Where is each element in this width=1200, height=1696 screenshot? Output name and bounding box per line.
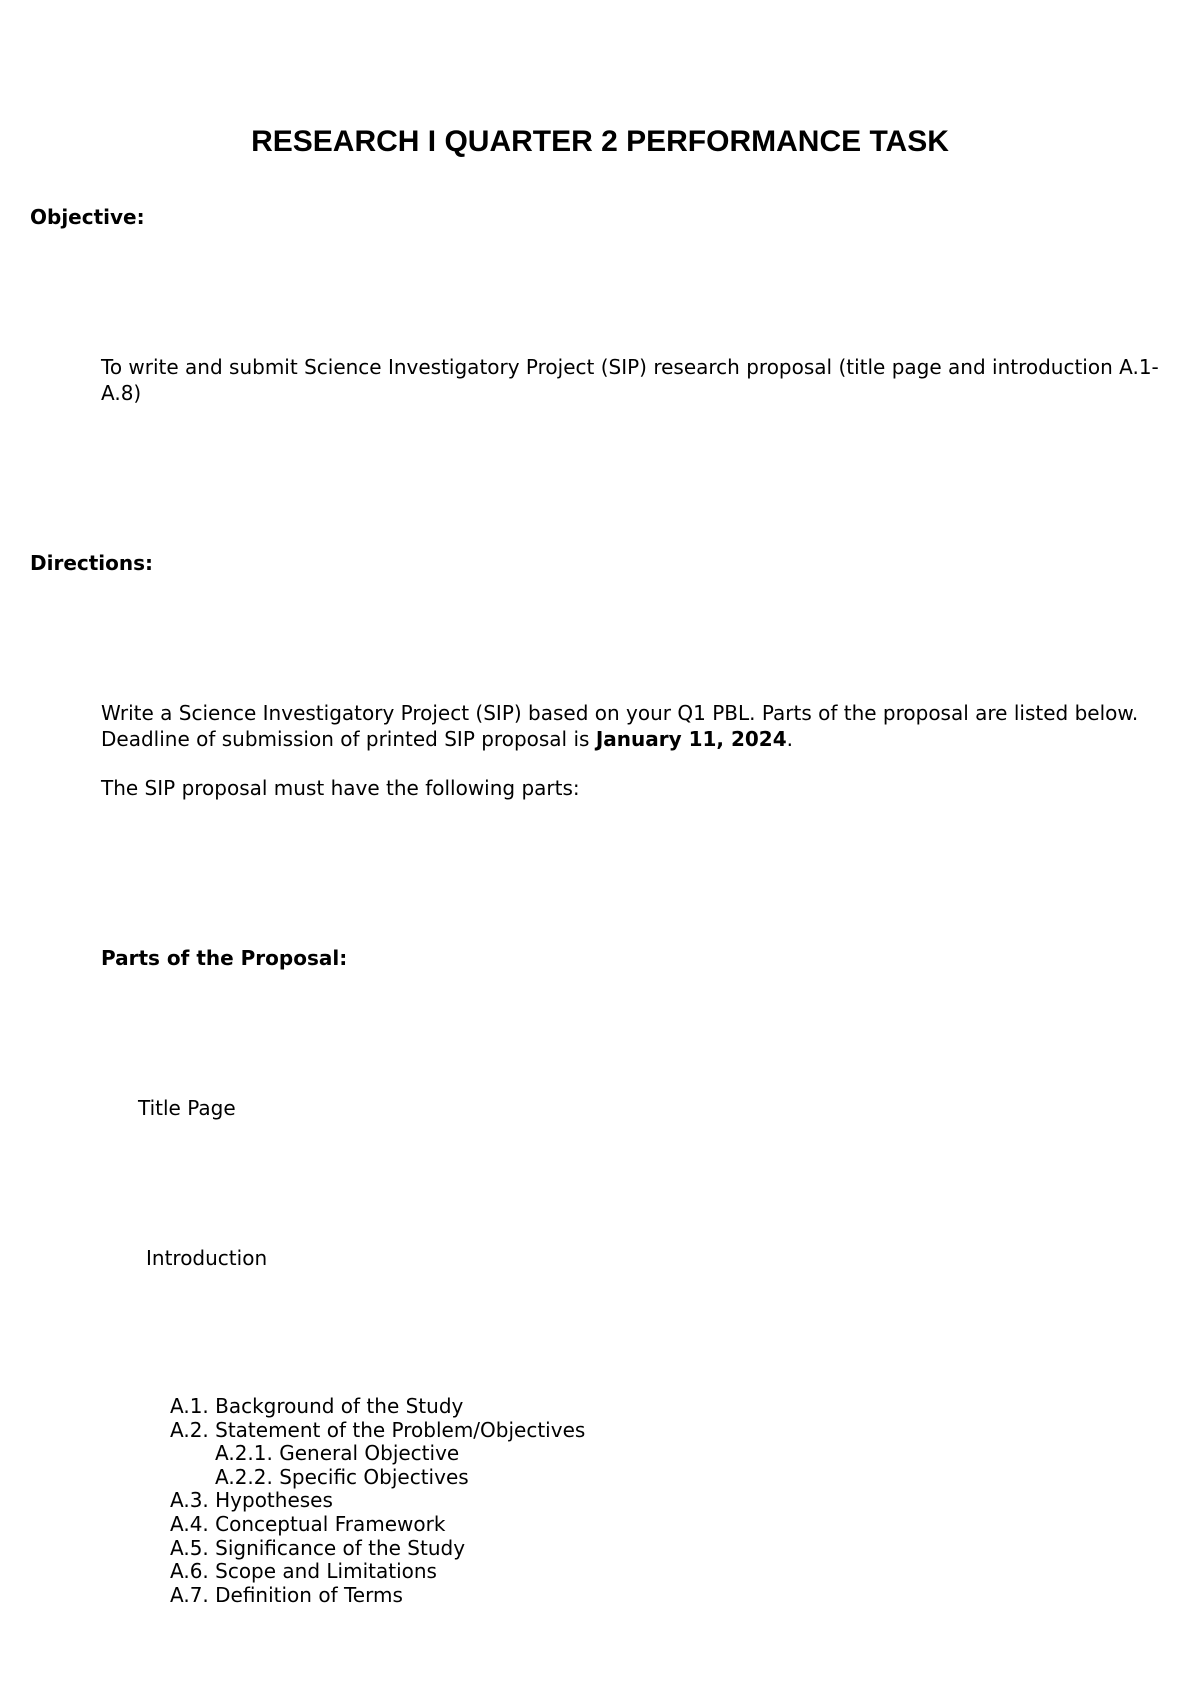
objective-text: To write and submit Science Investigatory Project (SIP) research proposal (title page and introduction A.1-A.8) <box>101 355 1159 405</box>
directions-text-end: . <box>786 727 794 751</box>
deadline-date: January 11, 2024 <box>595 727 787 751</box>
parts-lead-text: The SIP proposal must have the following parts: <box>101 776 580 800</box>
introduction-item: Introduction <box>146 1246 268 1270</box>
directions-paragraph <box>101 700 1181 752</box>
list-item: A.2.1. General Objective <box>215 1441 460 1466</box>
title-page-item: Title Page <box>138 1096 236 1120</box>
list-item: A.4. Conceptual Framework <box>170 1511 446 1536</box>
list-item: A.7. Definition of Terms <box>170 1582 403 1607</box>
list-item: A.3. Hypotheses <box>170 1488 333 1513</box>
directions-text: Write a Science Investigatory Project (SIP) based on your Q1 PBL. Parts of the proposal are listed below. Deadline of submission of printed SIP proposal is <box>101 701 1139 751</box>
list-item: A.5. Significance of the Study <box>170 1535 466 1560</box>
introduction-subparts-list <box>170 1395 585 1607</box>
objective-heading: Objective: <box>30 205 145 229</box>
parts-heading: Parts of the Proposal: <box>101 946 348 970</box>
directions-heading: Directions: <box>30 551 154 575</box>
list-item: A.1. Background of the Study <box>170 1394 464 1418</box>
list-item: A.2.2. Specific Objectives <box>215 1464 469 1489</box>
page-title: RESEARCH I QUARTER 2 PERFORMANCE TASK <box>251 125 949 158</box>
list-item: A.6. Scope and Limitations <box>170 1559 437 1584</box>
list-item: A.2. Statement of the Problem/Objectives <box>170 1417 586 1442</box>
